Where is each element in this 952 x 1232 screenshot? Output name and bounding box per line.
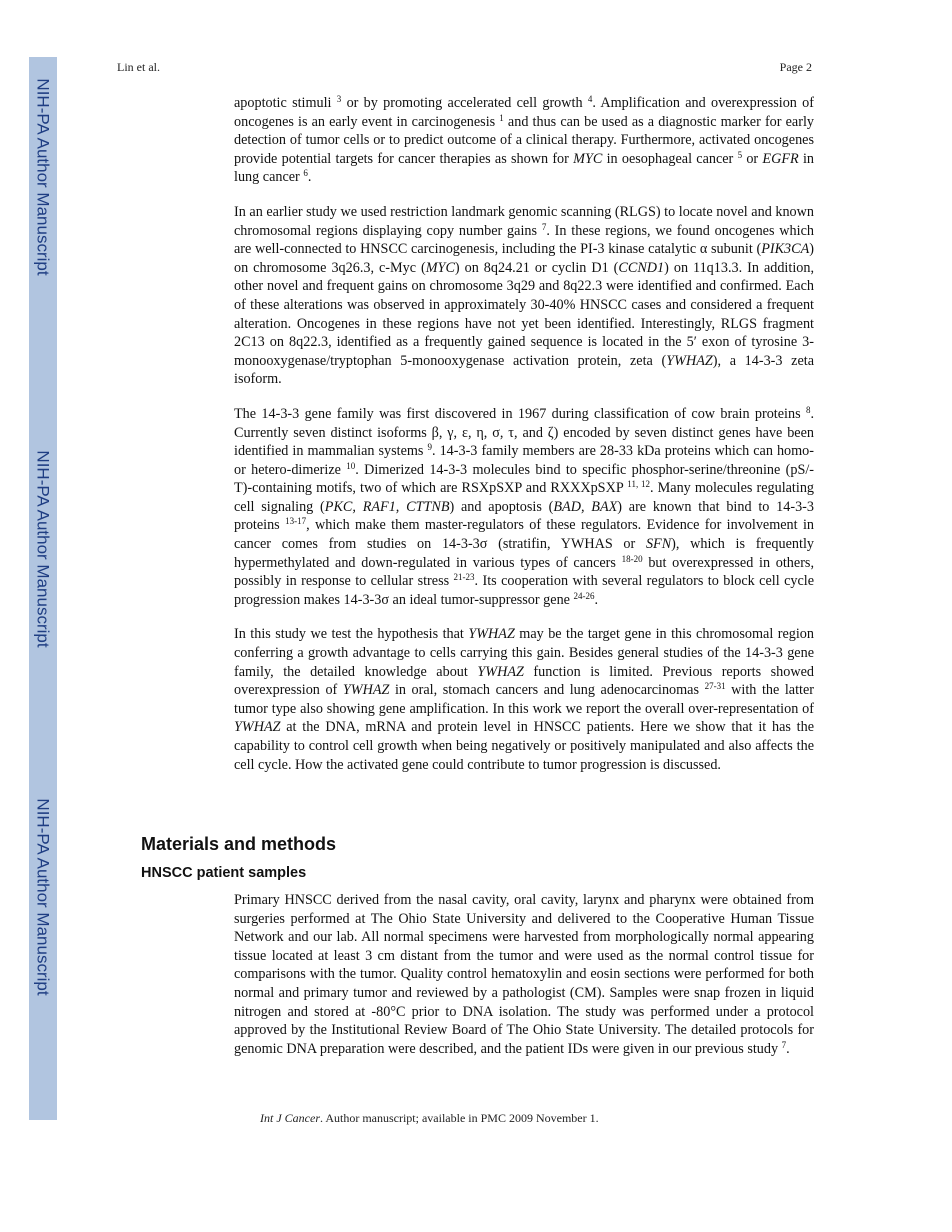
subsection-title: HNSCC patient samples [141, 865, 307, 881]
citation-ref: 3 [336, 94, 342, 104]
citation-ref: 8 [805, 404, 811, 415]
running-header-author: Lin et al. [117, 60, 160, 74]
methods-text [234, 891, 814, 1074]
citation-ref: 4 [587, 94, 593, 104]
section-title: Materials and methods [141, 834, 337, 854]
italic-term: YWHAZ [468, 626, 515, 643]
footer-citation [260, 1111, 599, 1126]
paragraph: apoptotic stimuli $^3$ or by promoting accelerated cell growth $^4$. Amplification and overexpression of oncogenes is an early event in carcinogenesis $^1$ and thus can be used as a diagnostic marker for early detection of tumor cells or to predict outcome of a clinical therapy. Furthermore, activated oncogenes provide potential targets for cancer therapies as shown for MYC in oesophageal cancer $^5$ or EGFR in lung cancer $^6$. [234, 94, 814, 186]
citation-ref: 7 [781, 1039, 787, 1050]
citation-ref: 1 [499, 112, 504, 123]
italic-term: PKC, RAF1, CTTNB [324, 498, 450, 515]
italic-term: BAD, BAX [553, 498, 618, 515]
italic-term: YWHAZ [477, 663, 524, 680]
journal-name: Int J Cancer [260, 1111, 320, 1125]
italic-term: YWHAZ [342, 682, 390, 699]
citation-ref: 6 [303, 168, 308, 179]
paragraph: In an earlier study we used restriction landmark genomic scanning (RLGS) to locate novel and known chromosomal regions displaying copy number gains $^7$. In these regions, we found oncogenes which are well-connected to HNSCC carcinogenesis, including the PI-3 kinase catalytic α subunit (PIK3CA) on chromosome 3q26.3, c-Myc (MYC) on 8q24.21 or cyclin D1 (CCND1) on 11q13.3. In addition, other novel and frequent gains on chromosome 3q29 and 8q22.3 were identified and confirmed. Each of these alterations was observed in approximately 30-40% HNSCC cases and considered a frequent alteration. Oncogenes in these regions have not yet been identified. Interestingly, RLGS fragment 2C13 on 8q22.3, identified as a frequently gained sequence is located in the 5′ exon of tyrosine 3-monooxygenase/tryptophan 5-monooxygenase activation protein, zeta (YWHAZ), a 14-3-3 zeta isoform. [234, 203, 814, 388]
italic-term: YWHAZ [666, 352, 713, 369]
sidebar-label: NIH-PA Author Manuscript [34, 798, 53, 996]
italic-term: MYC [573, 150, 603, 167]
citation-ref: 24-26 [573, 590, 595, 601]
paragraph: Primary HNSCC derived from the nasal cavity, oral cavity, larynx and pharynx were obtained from surgeries performed at The Ohio State University and delivered to the Cooperative Human Tissue Network and our lab. All normal specimens were harvested from morphologically normal appearing tissue located at least 3 cm distant from the tumor and were used as the normal control tissue for comparisons with the tumor. Quality control hematoxylin and eosin sections were performed for both normal and primary tumor and reviewed by a pathologist (CM). Samples were snap frozen in liquid nitrogen and stored at -80°C prior to DNA isolation. The study was performed under a protocol approved by the Institutional Review Board of The Ohio State University. The detailed protocols for genomic DNA preparation were described, and the patient IDs were given in our previous study $^7$. [234, 892, 814, 1057]
citation-ref: 13-17 [285, 516, 307, 527]
italic-term: SFN [645, 536, 672, 553]
sidebar-label: NIH-PA Author Manuscript [34, 450, 53, 648]
citation-ref: 10 [346, 460, 356, 471]
italic-term: CCND1 [618, 259, 665, 276]
citation-ref: 11, 12 [627, 479, 651, 490]
sidebar-label: NIH-PA Author Manuscript [34, 78, 53, 276]
italic-term: YWHAZ [234, 719, 281, 736]
footer-text: . Author manuscript; available in PMC 2009 November 1. [319, 1111, 599, 1125]
paragraph: In this study we test the hypothesis that YWHAZ may be the target gene in this chromosomal region conferring a growth advantage to cells carrying this gain. Besides general studies of the 14-3-3 gene family, the detailed knowledge about YWHAZ function is limited. Previous reports showed overexpression of YWHAZ in oral, stomach cancers and lung adenocarcinomas $^{27-31}$ with the latter tumor type also showing gene amplification. In this work we report the overall over-representation of YWHAZ at the DNA, mRNA and protein level in HNSCC patients. Here we show that it has the capability to control cell growth when being negatively or positively manipulated and also affects the cell cycle. How the activated gene could contribute to tumor progression is discussed. [234, 626, 814, 773]
sidebar-banner [29, 57, 57, 1120]
intro-text [234, 94, 814, 790]
citation-ref: 18-20 [621, 553, 643, 564]
italic-term: MYC [425, 259, 455, 276]
italic-term: PIK3CA [761, 241, 810, 258]
paragraph: The 14-3-3 gene family was first discovered in 1967 during classification of cow brain proteins $^8$. Currently seven distinct isoforms β, γ, ε, η, σ, τ, and ζ) encoded by seven distinct genes have been identified in mammalian systems $^9$. 14-3-3 family members are 28-33 kDa proteins which can homo- or hetero-dimerize $^{10}$. Dimerized 14-3-3 molecules bind to specific phosphor-serine/threonine (pS/-T)-containing motifs, two of which are RSXpSXP and RXXXpSXP $^{11, 12}$. Many molecules regulating cell signaling (PKC, RAF1, CTTNB) and apoptosis (BAD, BAX) are known that bind to 14-3-3 proteins $^{13-17}$, which make them master-regulators of these regulators. Evidence for involvement in cancer comes from studies on 14-3-3σ (stratifin, YWHAS or SFN), which is frequently hypermethylated and down-regulated in various types of cancers $^{18-20}$ but overexpressed in others, possibly in response to cellular stress $^{21-23}$. Its cooperation with several regulators to block cell cycle progression makes 14-3-3σ an ideal tumor-suppressor gene $^{24-26}$. [234, 404, 815, 608]
citation-ref: 27-31 [704, 681, 726, 692]
citation-ref: 7 [541, 221, 547, 232]
citation-ref: 9 [427, 442, 432, 453]
citation-ref: 21-23 [453, 572, 475, 583]
italic-term: EGFR [762, 150, 799, 167]
citation-ref: 5 [737, 149, 743, 160]
page-number: Page 2 [779, 60, 812, 74]
